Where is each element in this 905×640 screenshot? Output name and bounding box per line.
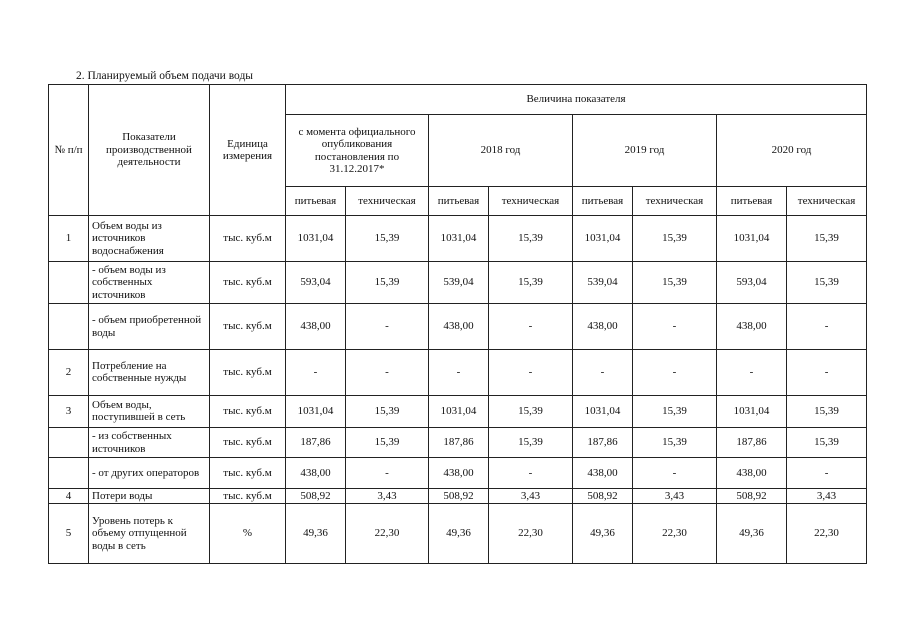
header-value: Величина показателя xyxy=(286,85,867,115)
cell-technical: - xyxy=(633,458,717,488)
cell-technical: 15,39 xyxy=(489,395,573,427)
cell-potable: 508,92 xyxy=(286,488,346,503)
cell-potable: 438,00 xyxy=(429,458,489,488)
cell-technical: 15,39 xyxy=(346,261,429,304)
cell-technical: 15,39 xyxy=(787,395,867,427)
cell-technical: 15,39 xyxy=(346,216,429,262)
cell-potable: 438,00 xyxy=(717,304,787,350)
row-indicator-name: - объем воды из собственных источников xyxy=(89,261,210,304)
header-num: № п/п xyxy=(49,85,89,216)
table-row xyxy=(49,488,867,503)
header-sub-technical: техническая xyxy=(787,187,867,216)
cell-potable: 1031,04 xyxy=(717,395,787,427)
cell-technical: 15,39 xyxy=(489,427,573,457)
cell-potable: 539,04 xyxy=(429,261,489,304)
cell-technical: 22,30 xyxy=(633,504,717,564)
cell-potable: 1031,04 xyxy=(286,395,346,427)
cell-potable: 438,00 xyxy=(573,458,633,488)
header-sub-technical: техническая xyxy=(346,187,429,216)
header-unit: Единица измерения xyxy=(210,85,286,216)
row-unit: тыс. куб.м xyxy=(210,304,286,350)
cell-potable: 49,36 xyxy=(429,504,489,564)
cell-potable: 438,00 xyxy=(429,304,489,350)
table-body xyxy=(49,216,867,564)
cell-potable: 187,86 xyxy=(429,427,489,457)
cell-technical: 3,43 xyxy=(787,488,867,503)
header-sub-potable: питьевая xyxy=(286,187,346,216)
cell-potable: 438,00 xyxy=(573,304,633,350)
row-indicator-name: Объем воды из источников водоснабжения xyxy=(89,216,210,262)
row-indicator-name: Уровень потерь к объему отпущенной воды в сеть xyxy=(89,504,210,564)
header-sub-technical: техническая xyxy=(489,187,573,216)
header-indicator: Показатели производственной деятельности xyxy=(89,85,210,216)
cell-potable: 508,92 xyxy=(717,488,787,503)
row-unit: % xyxy=(210,504,286,564)
table-caption: 2. Планируемый объем подачи воды xyxy=(76,70,254,82)
cell-potable: 1031,04 xyxy=(429,395,489,427)
table-row xyxy=(49,395,867,427)
cell-technical: 15,39 xyxy=(787,427,867,457)
row-num: 4 xyxy=(49,488,89,503)
cell-technical: 15,39 xyxy=(633,261,717,304)
cell-technical: - xyxy=(489,349,573,395)
row-unit: тыс. куб.м xyxy=(210,427,286,457)
cell-technical: 15,39 xyxy=(633,216,717,262)
cell-potable: 187,86 xyxy=(286,427,346,457)
header-sub-technical: техническая xyxy=(633,187,717,216)
row-indicator-name: - от других операторов xyxy=(89,458,210,488)
cell-potable: - xyxy=(717,349,787,395)
row-unit: тыс. куб.м xyxy=(210,261,286,304)
cell-potable: 187,86 xyxy=(573,427,633,457)
cell-technical: 15,39 xyxy=(346,395,429,427)
table-row xyxy=(49,216,867,262)
table-row xyxy=(49,304,867,350)
row-num xyxy=(49,261,89,304)
cell-technical: 22,30 xyxy=(346,504,429,564)
header-period-2019: 2019 год xyxy=(573,115,717,187)
cell-technical: 15,39 xyxy=(633,395,717,427)
cell-technical: 22,30 xyxy=(787,504,867,564)
cell-potable: 49,36 xyxy=(573,504,633,564)
header-sub-potable: питьевая xyxy=(717,187,787,216)
cell-potable: 438,00 xyxy=(717,458,787,488)
cell-potable: 593,04 xyxy=(286,261,346,304)
cell-technical: - xyxy=(346,349,429,395)
cell-technical: 3,43 xyxy=(633,488,717,503)
cell-technical: 3,43 xyxy=(346,488,429,503)
cell-technical: - xyxy=(633,349,717,395)
table-row xyxy=(49,458,867,488)
cell-technical: 3,43 xyxy=(489,488,573,503)
cell-technical: 15,39 xyxy=(489,216,573,262)
row-num: 3 xyxy=(49,395,89,427)
table-row xyxy=(49,261,867,304)
row-indicator-name: Потери воды xyxy=(89,488,210,503)
cell-technical: - xyxy=(489,304,573,350)
cell-technical: - xyxy=(346,304,429,350)
cell-potable: - xyxy=(286,349,346,395)
cell-potable: 1031,04 xyxy=(286,216,346,262)
cell-technical: 15,39 xyxy=(346,427,429,457)
cell-potable: 438,00 xyxy=(286,458,346,488)
header-period-initial: с момента официального опубликования постановления по 31.12.2017* xyxy=(286,115,429,187)
cell-technical: 15,39 xyxy=(633,427,717,457)
cell-technical: - xyxy=(633,304,717,350)
cell-potable: 49,36 xyxy=(286,504,346,564)
row-unit: тыс. куб.м xyxy=(210,488,286,503)
cell-potable: 1031,04 xyxy=(429,216,489,262)
header-sub-potable: питьевая xyxy=(573,187,633,216)
row-indicator-name: - из собственных источников xyxy=(89,427,210,457)
cell-potable: 508,92 xyxy=(573,488,633,503)
row-indicator-name: Потребление на собственные нужды xyxy=(89,349,210,395)
cell-potable: - xyxy=(573,349,633,395)
cell-technical: 15,39 xyxy=(787,261,867,304)
cell-potable: 1031,04 xyxy=(573,395,633,427)
cell-potable: 1031,04 xyxy=(717,216,787,262)
cell-potable: 49,36 xyxy=(717,504,787,564)
row-num: 1 xyxy=(49,216,89,262)
row-num: 5 xyxy=(49,504,89,564)
cell-technical: - xyxy=(787,304,867,350)
water-supply-table xyxy=(48,84,867,564)
cell-technical: - xyxy=(787,349,867,395)
row-num xyxy=(49,458,89,488)
cell-technical: 15,39 xyxy=(787,216,867,262)
cell-potable: - xyxy=(429,349,489,395)
row-num xyxy=(49,427,89,457)
row-unit: тыс. куб.м xyxy=(210,349,286,395)
cell-potable: 187,86 xyxy=(717,427,787,457)
row-num xyxy=(49,304,89,350)
cell-potable: 508,92 xyxy=(429,488,489,503)
header-period-2018: 2018 год xyxy=(429,115,573,187)
row-unit: тыс. куб.м xyxy=(210,395,286,427)
row-unit: тыс. куб.м xyxy=(210,458,286,488)
cell-technical: - xyxy=(787,458,867,488)
row-indicator-name: Объем воды, поступившей в сеть xyxy=(89,395,210,427)
row-indicator-name: - объем приобретенной воды xyxy=(89,304,210,350)
header-sub-potable: питьевая xyxy=(429,187,489,216)
table-row xyxy=(49,349,867,395)
cell-technical: - xyxy=(346,458,429,488)
cell-technical: 22,30 xyxy=(489,504,573,564)
table-row xyxy=(49,504,867,564)
cell-potable: 438,00 xyxy=(286,304,346,350)
cell-potable: 539,04 xyxy=(573,261,633,304)
header-period-2020: 2020 год xyxy=(717,115,867,187)
row-num: 2 xyxy=(49,349,89,395)
cell-technical: - xyxy=(489,458,573,488)
row-unit: тыс. куб.м xyxy=(210,216,286,262)
cell-potable: 593,04 xyxy=(717,261,787,304)
table-row xyxy=(49,427,867,457)
cell-potable: 1031,04 xyxy=(573,216,633,262)
cell-technical: 15,39 xyxy=(489,261,573,304)
